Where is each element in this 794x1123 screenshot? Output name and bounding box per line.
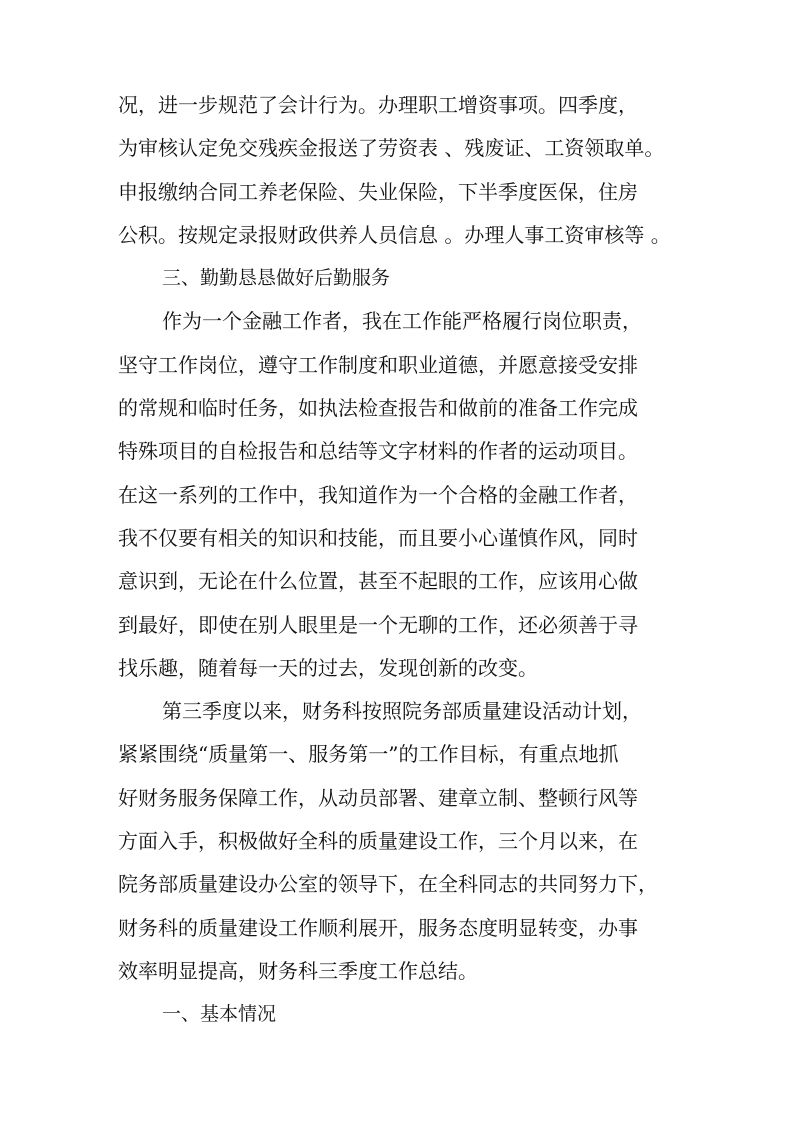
- paragraph-line: 紧紧围绕“质量第一、服务第一”的工作目标，有重点地抓: [118, 742, 619, 767]
- paragraph-line: 在这一系列的工作中，我知道作为一个合格的金融工作者，: [118, 482, 638, 507]
- paragraph-line: 公积。按规定录报财政供养人员信息 。办理人事工资审核等 。: [118, 222, 671, 247]
- paragraph-line: 申报缴纳合同工养老保险、失业保险，下半季度医保，住房: [118, 179, 638, 204]
- paragraph-line: 为审核认定免交残疾金报送了劳资表 、残废证、工资领取单。: [118, 136, 665, 161]
- paragraph-line: 意识到，无论在什么位置，甚至不起眼的工作，应该用心做: [118, 569, 638, 594]
- paragraph-line: 特殊项目的自检报告和总结等文字材料的作者的运动项目。: [118, 439, 638, 464]
- paragraph-line: 院务部质量建设办公室的领导下，在全科同志的共同努力下，: [118, 872, 658, 897]
- paragraph-line: 财务科的质量建设工作顺利展开，服务态度明显转变，办事: [118, 915, 638, 940]
- paragraph-line: 况，进一步规范了会计行为。办理职工增资事项。四季度，: [118, 93, 638, 117]
- paragraph-line: 坚守工作岗位，遵守工作制度和职业道德，并愿意接受安排: [118, 352, 638, 377]
- document-body: [118, 84, 698, 1037]
- section-heading: 三、勤勤恳恳做好后勤服务: [162, 267, 391, 290]
- paragraph-line: 作为一个金融工作者，我在工作能严格履行岗位职责，: [162, 309, 642, 334]
- paragraph-line: 好财务服务保障工作，从动员部署、建章立制、整顿行风等: [118, 785, 638, 810]
- paragraph-line: 方面入手，积极做好全科的质量建设工作，三个月以来，在: [118, 829, 638, 854]
- section-heading: 一、基本情况: [162, 1003, 277, 1026]
- paragraph-line: 到最好，即使在别人眼里是一个无聊的工作，还必须善于寻: [118, 612, 638, 637]
- paragraph-line: 效率明显提高，财务科三季度工作总结。: [118, 958, 478, 983]
- paragraph-line: 的常规和临时任务，如执法检查报告和做前的准备工作完成: [118, 396, 638, 421]
- paragraph-line: 第三季度以来，财务科按照院务部质量建设活动计划，: [162, 699, 642, 724]
- paragraph-line: 我不仅要有相关的知识和技能，而且要小心谨慎作风，同时: [118, 525, 638, 550]
- paragraph-line: 找乐趣，随着每一天的过去，发现创新的改变。: [118, 655, 538, 680]
